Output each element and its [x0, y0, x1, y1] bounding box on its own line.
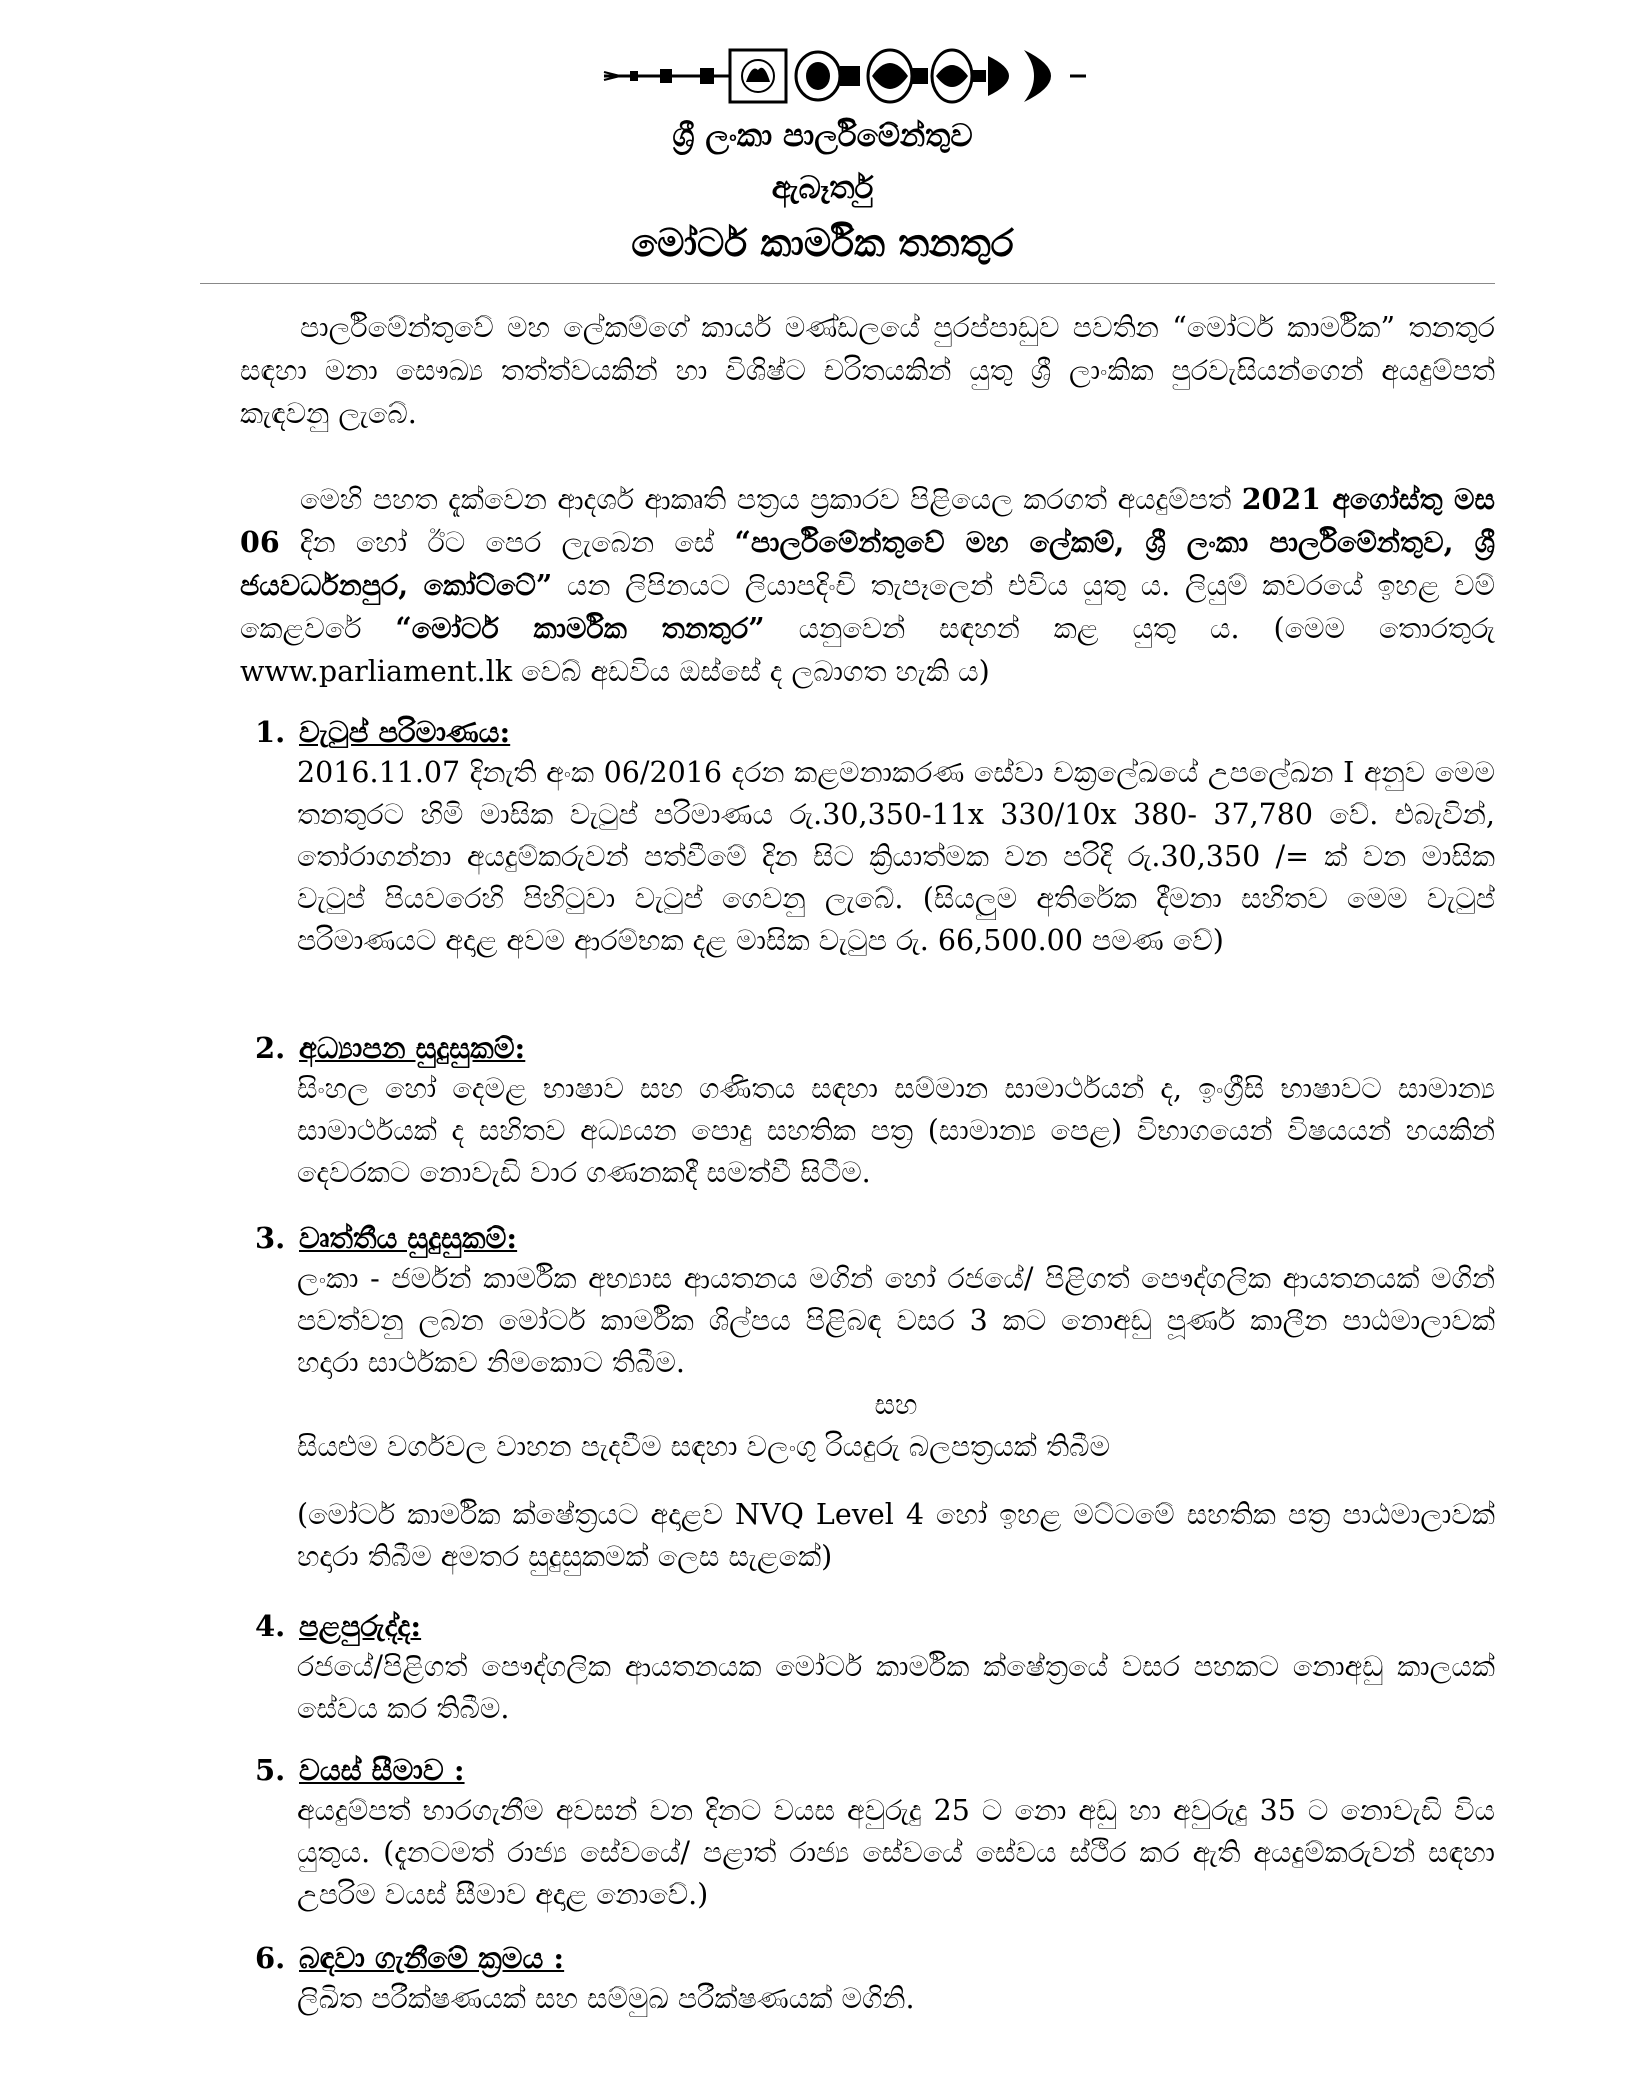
envelope-marking: “මෝටර් කාර්මික තනතුර” — [395, 611, 765, 645]
section-educational-qualifications — [255, 1028, 1495, 1194]
section-number: 2. — [255, 1031, 286, 1065]
section-number: 1. — [255, 715, 286, 749]
section-body: 2016.11.07 දිනැති අංක 06/2016 දරන කළමනාකරණ සේවා චක්‍රලේඛයේ උපලේඛන I අනුව මෙම තනතුරට හිමි මාසික වැටුප් පරිමාණය රු.30,350-11x 330/10x 380- 37,780 වේ. එබැවින්, තෝරාගන්නා අයදුම්කරුවන් පත්වීමේ දින සිට ක්‍රියාත්මක වන පරිදි රු.30,350 /= ක් වන මාසික වැටුප් පියවරෙහි පිහිටුවා වැටුප් ගෙවනු ලැබේ. (සියලුම අතිරේක දීමනා සහිතව මෙම වැටුප් පරිමාණයට අදාළ අවම ආරම්භක දළ මාසික වැටුප රු. 66,500.00 පමණ වේ) — [297, 756, 1495, 957]
postal-address: “පාර්ලිමේන්තුවේ මහ ලේකම්, ශ්‍රී ලංකා පාර්ලිමේන්තුව, ශ්‍රී ජයවර්ධනපුර, කෝට්ටේ” — [240, 525, 1495, 602]
section-number: 5. — [255, 1753, 286, 1787]
section-body: සිංහල හෝ දෙමළ භාෂාව සහ ගණිතය සඳහා සම්මාන සාමාර්ථයන් ද, ඉංග්‍රීසි භාෂාවට සාමාන්‍ය සාමාර්ථයක් ද සහිතව අධ්‍යයන පොදු සහතික පත්‍ර (සාමාන්‍ය පෙළ) විභාගයෙන් විෂයයන් හයකින් දෙවරකට නොවැඩි වාර ගණනකදී සමත්වී සිටීම. — [297, 1072, 1495, 1189]
section-body: අයදුම්පත් භාරගැනීම අවසන් වන දිනට වයස අවුරුදු 25 ට නො අඩු හා අවුරුදු 35 ට නොවැඩි විය යුතුය. (දැනටමත් රාජ්‍ය සේවයේ/ පළාත් රාජ්‍ය සේවයේ සේවය ස්ථිර කර ඇති අයදුම්කරුවන් සඳහා උපරිම වයස් සීමාව අදාළ නොවේ.) — [297, 1794, 1495, 1911]
spacer — [255, 1468, 1495, 1494]
section-heading — [255, 1938, 1495, 1978]
post-title: මෝටර් කාර්මික තනතුර — [631, 220, 1014, 265]
section-experience — [255, 1606, 1495, 1730]
section-number: 3. — [255, 1221, 286, 1255]
p2-text-e: යන ලිපිනයට ලියාපදිංචි තැපෑලෙන් එවිය යුතු ය. ලියුම් කවරයේ ඉහළ වම් කෙළවරේ — [240, 569, 1495, 645]
section-heading — [255, 1750, 1495, 1790]
section-body: ලංකා - ජර්මන් කාර්මික අභ්‍යාස ආයතනය මගින් හෝ රජයේ/ පිළිගත් පෞද්ගලික ආයතනයක් මගින් පවත්වනු ලබන මෝටර් කාර්මික ශිල්පය පිළිබඳ වසර 3 කට නොඅඩු පූර්ණ කාලීන පාඨමාලාවක් හදාරා සාර්ථකව නිමකොට තිබීම. — [297, 1262, 1495, 1379]
section-title: අධ්‍යාපන සුදුසුකම්: — [299, 1031, 526, 1065]
section-heading — [255, 1218, 1495, 1258]
section-salary-scale — [255, 712, 1495, 962]
p2-text-c: දින හෝ ඊට පෙර ලැබෙන සේ — [279, 526, 735, 559]
section-title: බඳවා ගැනීමේ ක්‍රමය : — [299, 1941, 565, 1975]
and-connector: සහ — [874, 1388, 918, 1421]
section-recruitment-method — [255, 1938, 1495, 2020]
vacancies-label: ඇබෑර්තු — [771, 170, 874, 206]
section-number: 4. — [255, 1609, 286, 1643]
section-professional-qualifications — [255, 1218, 1495, 1578]
p2-text-a: මෙහි පහත දැක්වෙන ආදර්ශ ආකෘති පත්‍රය ප්‍රකාරව පිළියෙල කරගත් අයදුම්පත් — [300, 483, 1242, 516]
closing-date: 2021 අගෝස්තු මස 06 — [240, 482, 1495, 559]
org-name: ශ්‍රී ලංකා පාර්ලිමේන්තුව — [672, 118, 973, 154]
section-heading — [255, 712, 1495, 752]
intro-paragraph-2 — [240, 478, 1495, 693]
section-title: පළපුරුද්ද: — [299, 1609, 422, 1643]
p2-text-g: යනුවෙන් සඳහන් කළ යුතු ය. (මෙම තොරතුරු www.parliament.lk වෙබ් අඩවිය ඔස්සේ ද ලබාගත හැකි ය) — [240, 612, 1495, 688]
intro-paragraph-1: පාර්ලිමේන්තුවේ මහ ලේකම්ගේ කාර්ය මණ්ඩලයේ පුරප්පාඩුව පවතින “මෝටර් කාර්මික” තනතුර සඳහා මනා සෞඛ්‍ය තත්ත්වයකින් හා විශිෂ්ට චරිතයකින් යුතු ශ්‍රී ලාංකික පුරවැසියන්ගෙන් අයදුම්පත් කැඳවනු ලැබේ. — [240, 311, 1495, 430]
section-body-license: සියළුම වර්ගවල වාහන පැදවීම සඳහා වලංගු රියදුරු බලපත්‍රයක් තිබීම — [297, 1430, 1110, 1463]
section-heading — [255, 1028, 1495, 1068]
section-title: වැටුප් පරිමාණය: — [299, 715, 511, 749]
section-number: 6. — [255, 1941, 286, 1975]
section-body: රජයේ/පිළිගත් පෞද්ගලික ආයතනයක මෝටර් කාර්මික ක්ෂේත්‍රයේ වසර පහකට නොඅඩු කාලයක් සේවය කර තිබීම. — [297, 1650, 1495, 1725]
section-body-additional: (මෝටර් කාර්මික ක්ෂේත්‍රයට අදාළව NVQ Level 4 හෝ ඉහළ මට්ටමේ සහතික පත්‍ර පාඨමාලාවක් හදාරා තිබීම අමතර සුදුසුකමක් ලෙස සැළකේ) — [297, 1498, 1495, 1573]
section-age-limit — [255, 1750, 1495, 1916]
parliament-mace-emblem-icon — [600, 36, 1088, 116]
section-heading — [255, 1606, 1495, 1646]
section-body: ලිඛිත පරීක්ෂණයක් සහ සම්මුඛ පරීක්ෂණයක් මගිනි. — [297, 1982, 915, 2015]
header-divider — [200, 283, 1495, 284]
section-title: වෘත්තීය සුදුසුකම්: — [299, 1221, 518, 1255]
section-title: වයස් සීමාව : — [299, 1753, 465, 1787]
